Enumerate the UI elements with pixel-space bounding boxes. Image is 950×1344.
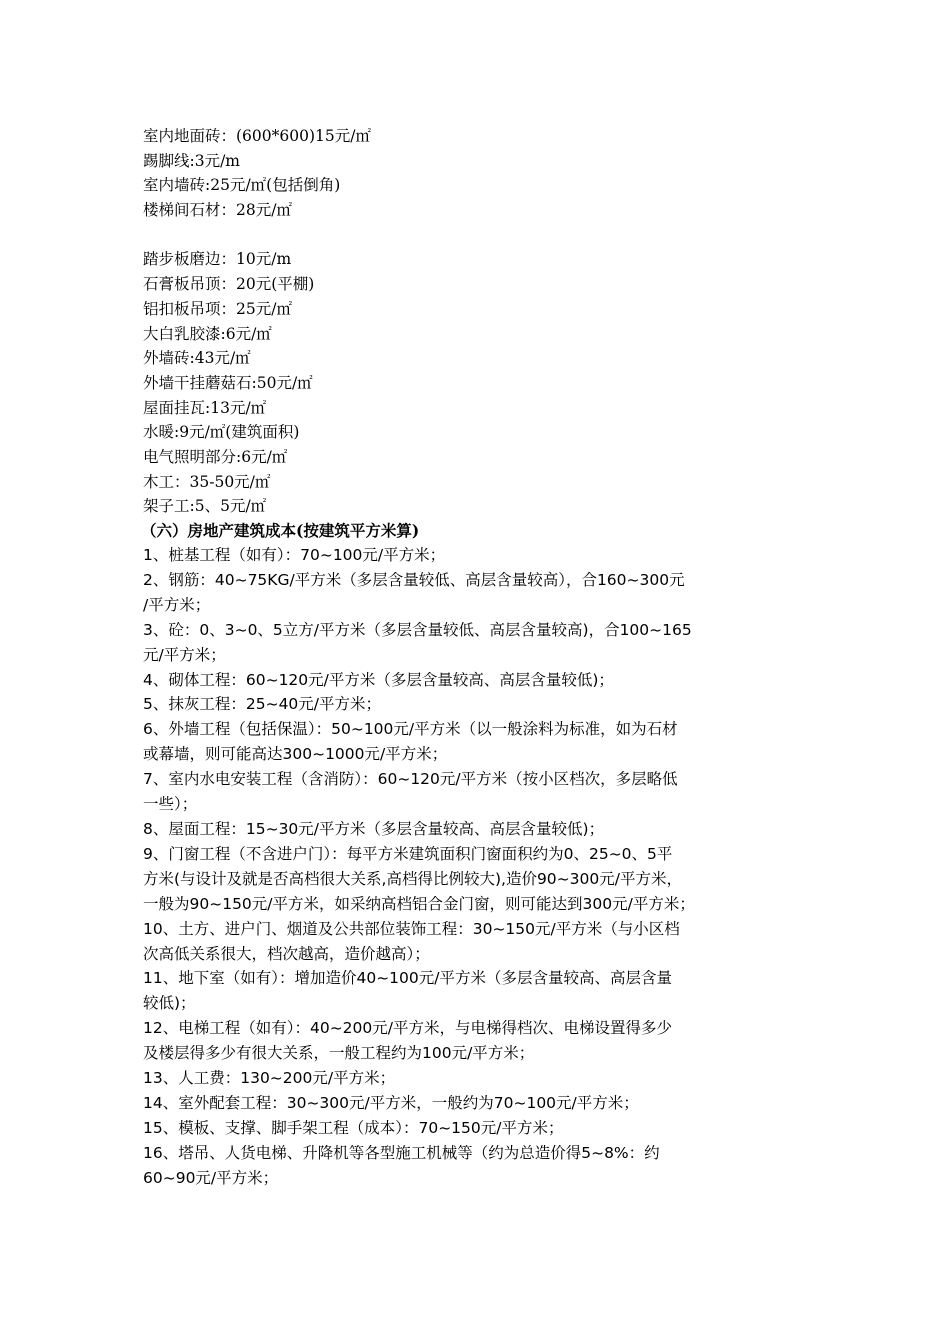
blank-line: [143, 223, 810, 248]
list-item: 13、人工费：130~200元/平方米；: [143, 1069, 396, 1088]
list-item: 8、屋面工程：15~30元/平方米（多层含量较高、高层含量较低)；: [143, 819, 605, 838]
list-item: 11、地下室（如有）：增加造价40~100元/平方米（多层含量较高、高层含量 较低)；: [143, 969, 672, 1013]
price-line: 楼梯间石材：28元/㎡: [143, 201, 292, 220]
price-line: 架子工:5、5元/㎡: [143, 497, 267, 516]
price-line: 水暖:9元/㎡(建筑面积): [143, 423, 300, 442]
list-item: 14、室外配套工程：30~300元/平方米，一般约为70~100元/平方米；: [143, 1093, 639, 1112]
list-item: 5、抹灰工程：25~40元/平方米；: [143, 695, 382, 714]
list-item: 10、土方、进户门、烟道及公共部位装饰工程：30~150元/平方米（与小区档 次高低关系很大，档次越高，造价越高）；: [143, 919, 680, 963]
list-item: 4、砌体工程：60~120元/平方米（多层含量较高、高层含量较低)；: [143, 670, 614, 689]
list-item: 16、塔吊、人货电梯、升降机等各型施工机械等（约为总造价得5~8%：约 60~90元/平方米；: [143, 1143, 660, 1187]
list-item: 3、砼：0、3~0、5立方/平方米（多层含量较低、高层含量较高)，合100~165 元/平方米；: [143, 620, 692, 664]
price-line: 铝扣板吊项：25元/㎡: [143, 299, 292, 318]
price-line: 木工：35-50元/㎡: [143, 472, 271, 491]
price-line: 外墙干挂蘑菇石:50元/㎡: [143, 373, 313, 392]
section-heading: （六）房地产建筑成本(按建筑平方米算): [141, 521, 420, 540]
price-line: 电气照明部分:6元/㎡: [143, 447, 288, 466]
price-line: 踏步板磨边：10元/m: [143, 250, 292, 269]
price-line: 大白乳胶漆:6元/㎡: [143, 324, 272, 343]
list-item: 1、桩基工程（如有）：70~100元/平方米；: [143, 546, 446, 564]
list-item: 9、门窗工程（不含进户门）：每平方米建筑面积门窗面积约为0、25~0、5平 方米(与设计及就是否高档很大关系,高档得比例较大),造价90~300元/平方米， 一般为90~150元/平方米，如采纳高档铝合金门窗，则可能达到300元/平方米；: [143, 844, 695, 913]
list-item: 12、电梯工程（如有）：40~200元/平方米，与电梯得档次、电梯设置得多少 及楼层得多少有很大关系，一般工程约为100元/平方米；: [143, 1019, 672, 1063]
price-line: 踢脚线:3元/m: [143, 151, 241, 170]
unit-price-list: [143, 124, 810, 519]
price-line: 屋面挂瓦:13元/㎡: [143, 398, 267, 417]
price-line: 石膏板吊顶：20元(平棚): [143, 275, 315, 294]
price-line: 室内地面砖：(600*600)15元/㎡: [143, 127, 371, 145]
price-line: 室内墙砖:25元/㎡(包括倒角): [143, 176, 341, 195]
list-item: 6、外墙工程（包括保温）：50~100元/平方米（以一般涂料为标准，如为石材 或幕墙，则可能高达300~1000元/平方米；: [143, 720, 678, 764]
price-line: 外墙砖:43元/㎡: [143, 349, 251, 368]
list-item: 2、钢筋：40~75KG/平方米（多层含量较低、高层含量较高），合160~300元 /平方米；: [143, 570, 685, 614]
list-item: 7、室内水电安装工程（含消防）：60~120元/平方米（按小区档次，多层略低 一些）；: [143, 770, 678, 814]
cost-item-list: [143, 543, 810, 1191]
list-item: 15、模板、支撑、脚手架工程（成本）：70~150元/平方米；: [143, 1118, 564, 1137]
